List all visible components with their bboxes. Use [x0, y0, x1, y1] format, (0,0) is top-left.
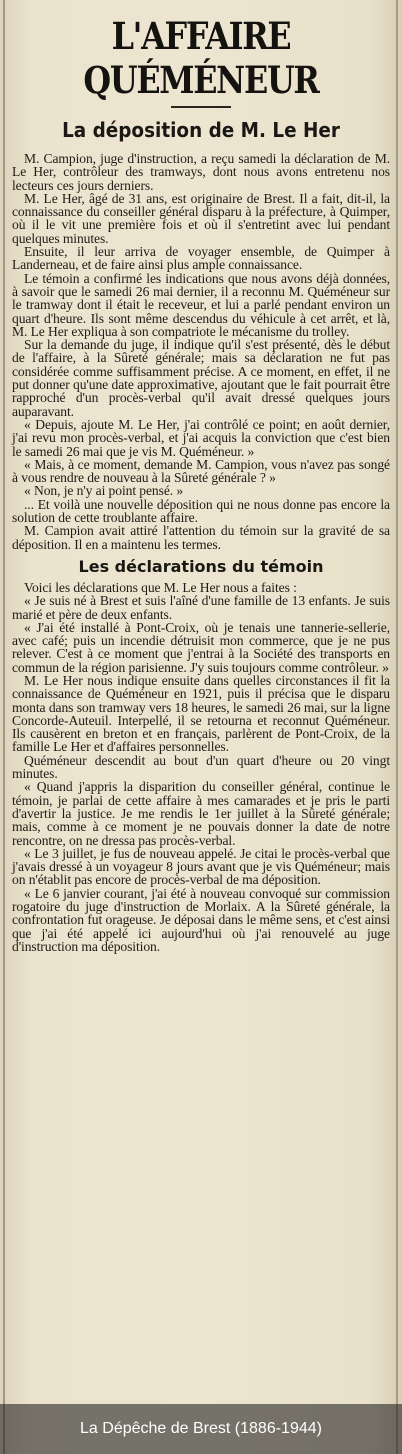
article-title: L'AFFAIRE QUÉMÉNEUR: [83, 14, 319, 102]
paragraph: Sur la demande du juge, il indique qu'il s'est présenté, dès le début de l'affaire, à la Sûreté générale; mais sa déclaration ne fut pas considérée comme suffisamment précise. A ce moment, en effet, il ne put donner qu'une date approximative, ajoutant que le fait pourrait être rapproché d'un procès-verbal qu'il avait dressé quelques jours auparavant.: [12, 337, 390, 419]
paragraph: Voici les déclarations que M. Le Her nous a faites :: [24, 579, 297, 595]
paragraph: « J'ai été installé à Pont-Croix, où je tenais une tannerie-sellerie, avec café; puis un incendie détruisit mon commerce, que je ne pus relever. C'est à ce moment que j'entrai à la Société des transports en commun de la région parisienne. J'y suis toujours comme contrôleur. »: [12, 619, 390, 675]
paragraph: Quéméneur descendit au bout d'un quart d'heure ou 20 vingt minutes.: [12, 752, 390, 782]
paragraph: « Je suis né à Brest et suis l'aîné d'une famille de 13 enfants. Je suis marié et père de deux enfants.: [12, 593, 390, 622]
paragraph: « Mais, à ce moment, demande M. Campion, vous n'avez pas songé à vous rendre de nouveau à la Sûreté générale ? »: [12, 456, 390, 486]
section-heading: Les déclarations du témoin: [78, 556, 324, 576]
column-rule-left: [3, 0, 5, 1454]
paragraph: Ensuite, il leur arriva de voyager ensemble, de Quimper à Landerneau, et de faire ainsi plus ample connaissance.: [12, 244, 390, 273]
caption-text: La Dépêche de Brest (1886-1944): [80, 1420, 322, 1437]
paragraph: M. Campion avait attiré l'attention du témoin sur la gravité de sa déposition. Il en a maintenu les termes.: [12, 523, 390, 552]
paragraph: « Non, je n'y ai point pensé. »: [24, 483, 184, 499]
paragraph: ... Et voilà une nouvelle déposition qui ne nous donne pas encore la solution de cette troublante affaire.: [12, 496, 390, 526]
article-subtitle: La déposition de M. Le Her: [62, 118, 340, 142]
paragraph: « Depuis, ajoute M. Le Her, j'ai contrôlé ce point; en août dernier, j'ai revu mon procès-verbal, et j'ai acquis la conviction que c'est bien le samedi 26 mai que je vis M. Quéméneur. »: [12, 416, 390, 459]
title-divider: [171, 106, 231, 108]
source-caption: [0, 1404, 402, 1454]
paragraph: « Le 3 juillet, je fus de nouveau appelé. Je citai le procès-verbal que j'avais dressé à un voyageur 8 jours avant que je vis Quéméneur; mais on n'établit pas encore de procès-verbal de ma déposition.: [12, 845, 390, 888]
paragraph: M. Le Her, âgé de 31 ans, est originaire de Brest. Il a fait, dit-il, la connaissance du conseiller général disparu à la préfecture, à Quimper, où il le vit une première fois et où il s'entretint avec lui pendant quelques minutes.: [12, 190, 390, 246]
paragraph: M. Campion, juge d'instruction, a reçu samedi la déclaration de M. Le Her, contrôleur des tramways, dont nous avons entretenu nos lecteurs ces jours derniers.: [12, 151, 390, 193]
paragraph: M. Le Her nous indique ensuite dans quelles circonstances il fit la connaissance de Quéméneur en 1921, puis il précisa que le disparu monta dans son tramway vers 18 heures, le samedi 26 mai, sur la ligne Concorde-Auteuil. Interpellé, il se retourna et reconnut Quéméneur. Ils causèrent en breton et en français, parlèrent de Pont-Croix, de la famille Le Her et d'affaires personnelles.: [12, 672, 390, 755]
column-rule-right: [396, 0, 398, 1454]
paragraph: Le témoin a confirmé les indications que nous avons déjà données, à savoir que le samedi 26 mai dernier, il a reconnu M. Quéméneur sur le tramway dont il était le receveur, et lui a parlé pendant environ un quart d'heure. Ils sont même descendus du véhicule à cet arrêt, et là, M. Le Her expliqua à son compatriote le mécanisme du trolley.: [12, 270, 390, 339]
paragraph: « Quand j'appris la disparition du conseiller général, continue le témoin, je parlai de cette affaire à mes camarades et je pris le parti d'avertir la justice. Je me rendis le 1er juillet à la Sûreté générale; mais, comme à ce moment je ne pouvais donner la date de notre rencontre, on ne dressa pas procès-verbal.: [12, 779, 390, 848]
article-column: [12, 4, 390, 953]
paragraph: « Le 6 janvier courant, j'ai été à nouveau convoqué sur commission rogatoire du juge d'instruction de Morlaix. A la Sûreté générale, la confrontation fut orageuse. Je déposai dans le même sens, et c'est ainsi que j'ai été appelé ici aujourd'hui où j'ai renouvelé au juge d'instruction ma déposition.: [12, 885, 390, 954]
